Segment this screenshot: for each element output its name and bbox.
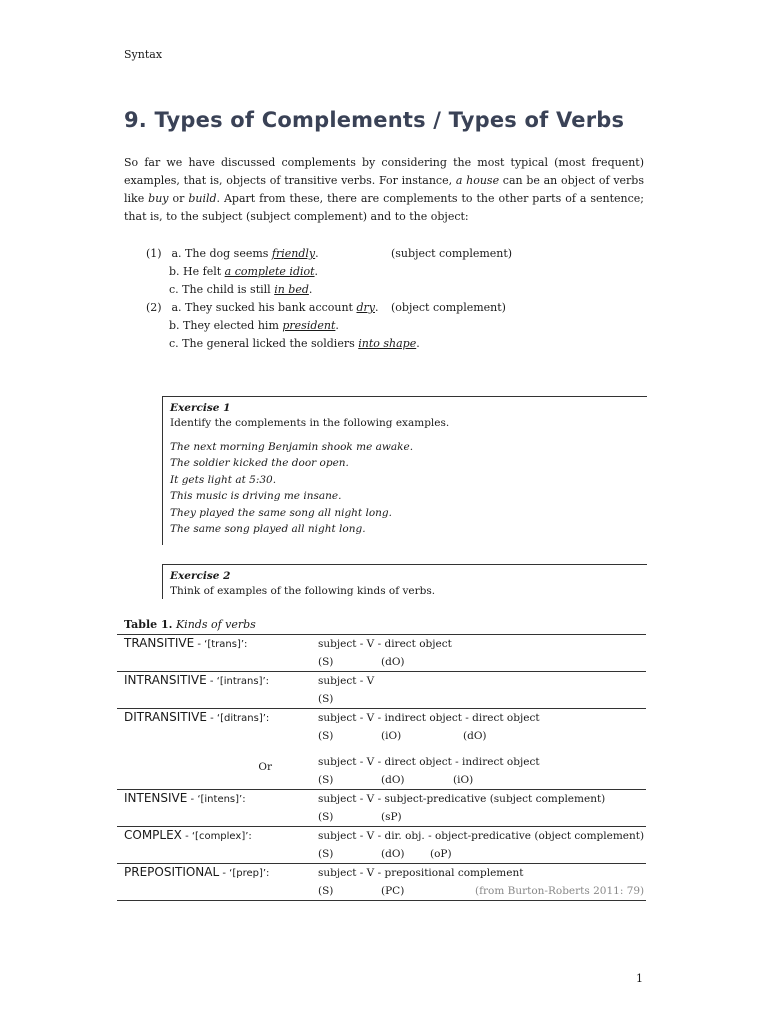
verb-kind-abbr: - ‘[trans]’: bbox=[194, 639, 248, 650]
pattern-text: subject - V - direct object bbox=[318, 638, 452, 650]
complement-underlined: a complete idiot bbox=[224, 265, 315, 278]
function-label: (iO) bbox=[381, 730, 402, 742]
example-number: (1) bbox=[146, 247, 162, 260]
example-number: (2) bbox=[146, 301, 162, 314]
table-row-alternative bbox=[117, 745, 646, 790]
function-labels bbox=[318, 727, 646, 745]
exercise-2-box bbox=[162, 564, 647, 599]
example-1-label: (subject complement) bbox=[391, 247, 513, 260]
pattern-cell bbox=[318, 864, 646, 901]
function-label: (S) bbox=[318, 885, 334, 897]
example-text: . bbox=[416, 337, 420, 350]
verb-kind-cell bbox=[117, 790, 318, 827]
function-label: (S) bbox=[318, 774, 334, 786]
example-1c bbox=[169, 281, 312, 299]
table-caption-title: Kinds of verbs bbox=[175, 618, 256, 631]
verb-kind-abbr: - ‘[complex]’: bbox=[181, 831, 252, 842]
example-text: a. They sucked his bank account bbox=[171, 301, 357, 314]
intro-text: . Apart from these, there are complements to the other parts of a sentence; that is, to the subject (subject complement) and to the object: bbox=[124, 192, 644, 223]
intro-text: can be an object of verbs like bbox=[124, 174, 644, 205]
example-1b bbox=[169, 263, 318, 281]
table-caption-label: Table 1. bbox=[124, 618, 173, 631]
table-row bbox=[117, 827, 646, 864]
example-2c bbox=[169, 335, 420, 353]
verb-kind-cell bbox=[117, 635, 318, 672]
function-label: (oP) bbox=[430, 848, 452, 860]
table-row bbox=[117, 709, 646, 746]
exercise-2-title: Exercise 2 bbox=[170, 570, 231, 582]
complement-underlined: friendly bbox=[271, 247, 316, 260]
verb-kinds-table bbox=[117, 634, 646, 901]
verb-kind-cell bbox=[117, 864, 318, 901]
example-text: b. They elected him bbox=[169, 319, 283, 332]
exercise-sentence: This music is driving me insane. bbox=[170, 490, 342, 503]
exercise-sentence: The next morning Benjamin shook me awake. bbox=[170, 441, 414, 453]
intro-italic-term: build bbox=[188, 192, 217, 205]
pattern-cell bbox=[318, 745, 646, 790]
function-label: (dO) bbox=[381, 848, 405, 860]
intro-italic-term: buy bbox=[148, 192, 169, 205]
function-labels bbox=[318, 771, 646, 789]
function-labels bbox=[318, 653, 646, 671]
function-labels bbox=[318, 808, 646, 826]
exercise-sentence: The soldier kicked the door open. bbox=[170, 457, 349, 470]
intro-paragraph bbox=[124, 154, 644, 226]
complement-underlined: dry bbox=[356, 301, 375, 314]
complement-underlined: president bbox=[282, 319, 336, 332]
intro-text: or bbox=[168, 192, 189, 205]
verb-kind-name: INTENSIVE bbox=[124, 791, 188, 805]
verb-kind-abbr: - ‘[intrans]’: bbox=[206, 676, 270, 687]
pattern-text: subject - V - subject-predicative (subject complement) bbox=[318, 793, 606, 805]
pattern-text: subject - V - direct object - indirect object bbox=[318, 756, 540, 768]
pattern-cell bbox=[318, 635, 646, 672]
verb-kind-abbr: - ‘[intens]’: bbox=[187, 794, 246, 805]
example-text: c. The child is still bbox=[169, 283, 275, 296]
example-text: . bbox=[314, 265, 319, 278]
exercise-2-instruction: Think of examples of the following kinds of verbs. bbox=[170, 585, 436, 597]
example-text: . bbox=[335, 319, 339, 332]
intro-italic-term: a house bbox=[455, 174, 500, 187]
example-text: b. He felt bbox=[169, 265, 225, 278]
verb-kind-name: PREPOSITIONAL bbox=[124, 865, 220, 879]
example-text: c. The general licked the soldiers bbox=[169, 337, 359, 350]
pattern-text: subject - V bbox=[318, 675, 375, 687]
verb-kind-cell bbox=[117, 709, 318, 746]
pattern-cell bbox=[318, 672, 646, 709]
pattern-cell bbox=[318, 827, 646, 864]
verb-kind-name: DITRANSITIVE bbox=[124, 710, 207, 724]
function-labels bbox=[318, 845, 646, 863]
example-2b bbox=[169, 317, 339, 335]
pattern-cell bbox=[318, 709, 646, 746]
table-row bbox=[117, 672, 646, 709]
complement-underlined: in bed bbox=[274, 283, 309, 296]
verb-kind-name: INTRANSITIVE bbox=[124, 673, 207, 687]
table-row bbox=[117, 864, 646, 901]
function-label: (PC) bbox=[381, 885, 405, 897]
or-label: Or bbox=[258, 761, 272, 773]
pattern-cell bbox=[318, 790, 646, 827]
verb-kind-name: TRANSITIVE bbox=[124, 636, 195, 650]
example-2-label: (object complement) bbox=[391, 301, 506, 314]
example-1a bbox=[146, 245, 319, 263]
pattern-text: subject - V - dir. obj. - object-predicative (object complement) bbox=[318, 830, 645, 842]
section-title: 9. Types of Complements / Types of Verbs bbox=[124, 108, 625, 132]
page-number: 1 bbox=[636, 972, 643, 985]
verb-kind-name: COMPLEX bbox=[124, 828, 182, 842]
function-label: (S) bbox=[318, 848, 334, 860]
example-text: . bbox=[308, 283, 313, 296]
table-caption bbox=[124, 618, 256, 631]
verb-kind-abbr: - ‘[prep]’: bbox=[219, 868, 270, 879]
running-header: Syntax bbox=[124, 48, 163, 61]
function-label: (S) bbox=[318, 730, 334, 742]
exercise-sentence: The same song played all night long. bbox=[170, 523, 366, 536]
exercise-sentence: It gets light at 5:30. bbox=[170, 473, 277, 486]
verb-kind-cell bbox=[117, 827, 318, 864]
function-label: (S) bbox=[318, 693, 334, 705]
table-row bbox=[117, 790, 646, 827]
exercise-1-instruction: Identify the complements in the following examples. bbox=[170, 417, 450, 429]
example-2a bbox=[146, 299, 379, 317]
function-label: (S) bbox=[318, 811, 334, 823]
table-row bbox=[117, 635, 646, 672]
function-labels bbox=[318, 882, 646, 900]
function-label: (sP) bbox=[381, 811, 402, 823]
function-label: (iO) bbox=[453, 774, 474, 786]
example-text: a. The dog seems bbox=[171, 247, 272, 260]
function-label: (dO) bbox=[381, 774, 405, 786]
source-citation: (from Burton-Roberts 2011: 79) bbox=[475, 885, 645, 897]
verb-kind-abbr: - ‘[ditrans]’: bbox=[206, 713, 270, 724]
verb-kind-cell bbox=[117, 672, 318, 709]
example-text: . bbox=[375, 301, 379, 314]
exercise-1-box bbox=[162, 396, 647, 545]
pattern-text: subject - V - indirect object - direct object bbox=[318, 712, 540, 724]
pattern-text: subject - V - prepositional complement bbox=[318, 867, 524, 879]
function-labels bbox=[318, 690, 646, 708]
function-label: (dO) bbox=[381, 656, 405, 668]
example-text: . bbox=[315, 247, 319, 260]
function-label: (dO) bbox=[463, 730, 487, 742]
exercise-1-title: Exercise 1 bbox=[170, 402, 231, 414]
complement-underlined: into shape bbox=[358, 337, 417, 350]
exercise-sentence: They played the same song all night long. bbox=[170, 506, 392, 519]
function-label: (S) bbox=[318, 656, 334, 668]
intro-text: So far we have discussed complements by considering the most typical (most frequent) examples, that is, objects of transitive verbs. For instance, bbox=[124, 156, 644, 187]
